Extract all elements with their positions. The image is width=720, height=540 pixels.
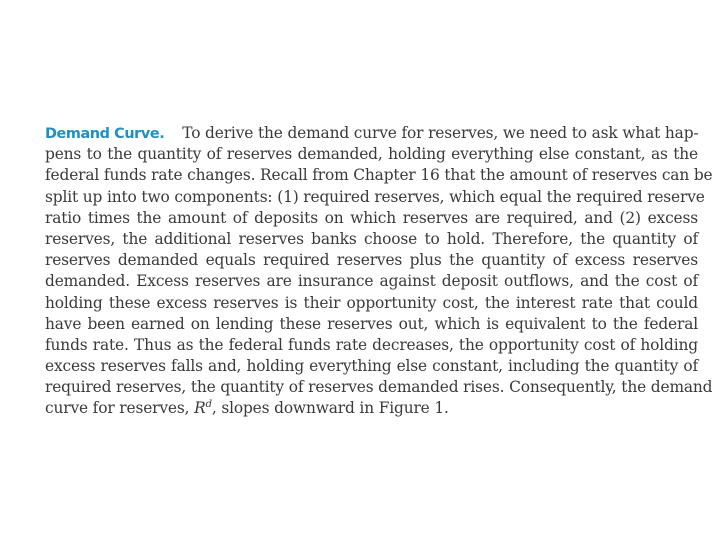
- text-line: holding these excess reserves is their opportunity cost, the interest rate that could: [45, 293, 698, 312]
- text-line: pens to the quantity of reserves demanded, holding everything else constant, as the: [45, 145, 698, 164]
- demand-superscript: d: [205, 399, 212, 411]
- text-line: [45, 123, 698, 144]
- demand-curve-paragraph: [45, 123, 713, 420]
- text-line: reserves demanded equals required reserves plus the quantity of excess reserves: [45, 251, 698, 270]
- text-line-start: curve for reserves,: [45, 399, 190, 418]
- text-line: funds rate. Thus as the federal funds rate decreases, the opportunity cost of holding: [45, 335, 698, 354]
- text-line: split up into two components: (1) required reserves, which equal the required reserve: [45, 187, 705, 206]
- text-line-content: To derive the demand curve for reserves, we need to ask what hap-: [182, 124, 699, 142]
- text-line: [45, 398, 698, 419]
- text-line-end: , slopes downward in Figure 1.: [211, 399, 449, 418]
- section-heading: Demand Curve.: [45, 126, 165, 142]
- text-line: ratio times the amount of deposits on which reserves are required, and (2) excess: [45, 208, 698, 227]
- text-line: reserves, the additional reserves banks choose to hold. Therefore, the quantity of: [45, 229, 698, 248]
- text-line: excess reserves falls and, holding everything else constant, including the quantity of: [45, 357, 698, 376]
- reserves-demand-symbol: R: [194, 399, 206, 418]
- text-line: have been earned on lending these reserves out, which is equivalent to the federal: [45, 314, 698, 333]
- text-line: demanded. Excess reserves are insurance against deposit outflows, and the cost of: [45, 272, 698, 291]
- text-line: required reserves, the quantity of reserves demanded rises. Consequently, the demand: [45, 378, 713, 397]
- text-line: federal funds rate changes. Recall from Chapter 16 that the amount of reserves can be: [45, 166, 713, 185]
